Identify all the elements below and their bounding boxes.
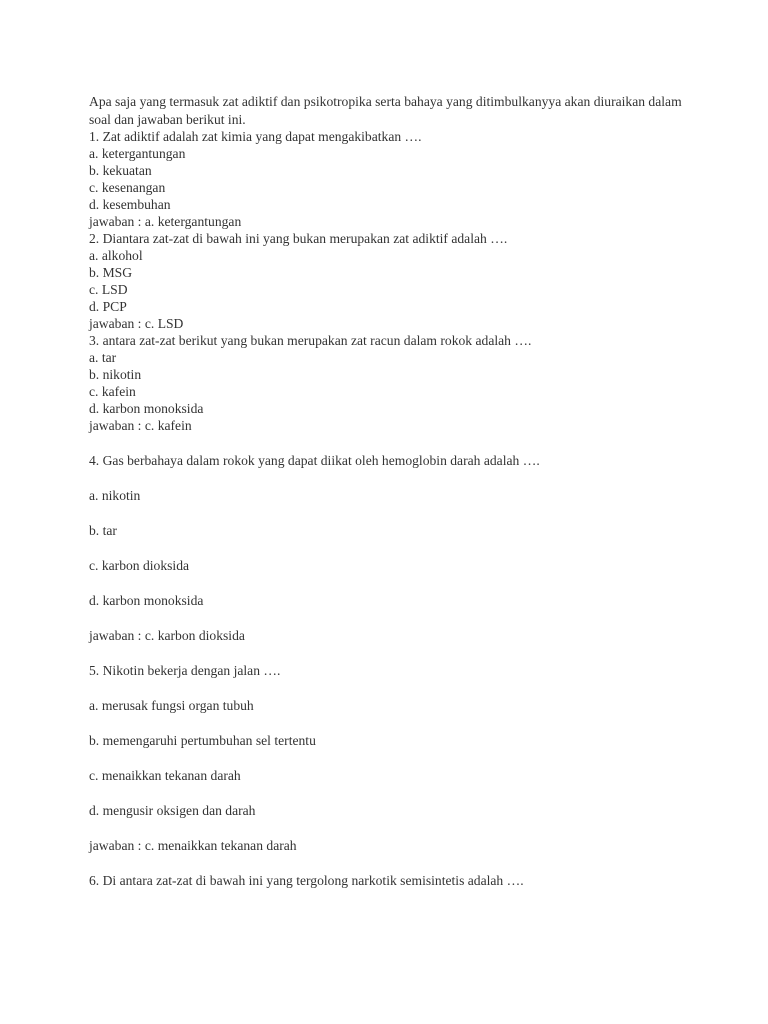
option-a: a. alkohol — [89, 248, 143, 263]
option-d: d. karbon monoksida — [89, 401, 204, 416]
option-d: d. kesembuhan — [89, 197, 171, 212]
document-page — [89, 93, 689, 889]
option-a: a. merusak fungsi organ tubuh — [89, 698, 254, 713]
answer-text: jawaban : a. ketergantungan — [89, 214, 242, 229]
option-b: b. kekuatan — [89, 163, 152, 178]
question-text: 3. antara zat-zat berikut yang bukan merupakan zat racun dalam rokok adalah …. — [89, 333, 532, 348]
option-a: a. ketergantungan — [89, 146, 186, 161]
option-c: c. menaikkan tekanan darah — [89, 768, 241, 783]
intro-paragraph: Apa saja yang termasuk zat adiktif dan psikotropika serta bahaya yang ditimbulkanyya akan diuraikan dalam soal dan jawaban berikut ini. — [89, 94, 682, 127]
answer-text: jawaban : c. karbon dioksida — [89, 628, 245, 643]
option-b: b. tar — [89, 523, 117, 538]
answer-text: jawaban : c. kafein — [89, 418, 192, 433]
question-text: 4. Gas berbahaya dalam rokok yang dapat diikat oleh hemoglobin darah adalah …. — [89, 453, 540, 468]
option-d: d. PCP — [89, 299, 127, 314]
question-text: 2. Diantara zat-zat di bawah ini yang bukan merupakan zat adiktif adalah …. — [89, 231, 508, 246]
answer-text: jawaban : c. LSD — [89, 316, 184, 331]
option-c: c. LSD — [89, 282, 128, 297]
option-d: d. karbon monoksida — [89, 593, 204, 608]
answer-text: jawaban : c. menaikkan tekanan darah — [89, 838, 297, 853]
option-a: a. tar — [89, 350, 117, 365]
option-b: b. memengaruhi pertumbuhan sel tertentu — [89, 733, 316, 748]
question-5 — [89, 662, 689, 854]
option-b: b. MSG — [89, 265, 133, 280]
option-b: b. nikotin — [89, 367, 142, 382]
option-d: d. mengusir oksigen dan darah — [89, 803, 256, 818]
option-c: c. kafein — [89, 384, 136, 399]
question-1 — [89, 128, 689, 230]
option-a: a. nikotin — [89, 488, 141, 503]
option-c: c. karbon dioksida — [89, 558, 190, 573]
question-3 — [89, 332, 689, 434]
question-2 — [89, 230, 689, 332]
option-c: c. kesenangan — [89, 180, 166, 195]
question-text: 6. Di antara zat-zat di bawah ini yang tergolong narkotik semisintetis adalah …. — [89, 873, 524, 888]
question-text: 1. Zat adiktif adalah zat kimia yang dapat mengakibatkan …. — [89, 129, 422, 144]
question-4 — [89, 452, 689, 644]
question-6 — [89, 872, 689, 889]
question-text: 5. Nikotin bekerja dengan jalan …. — [89, 663, 281, 678]
